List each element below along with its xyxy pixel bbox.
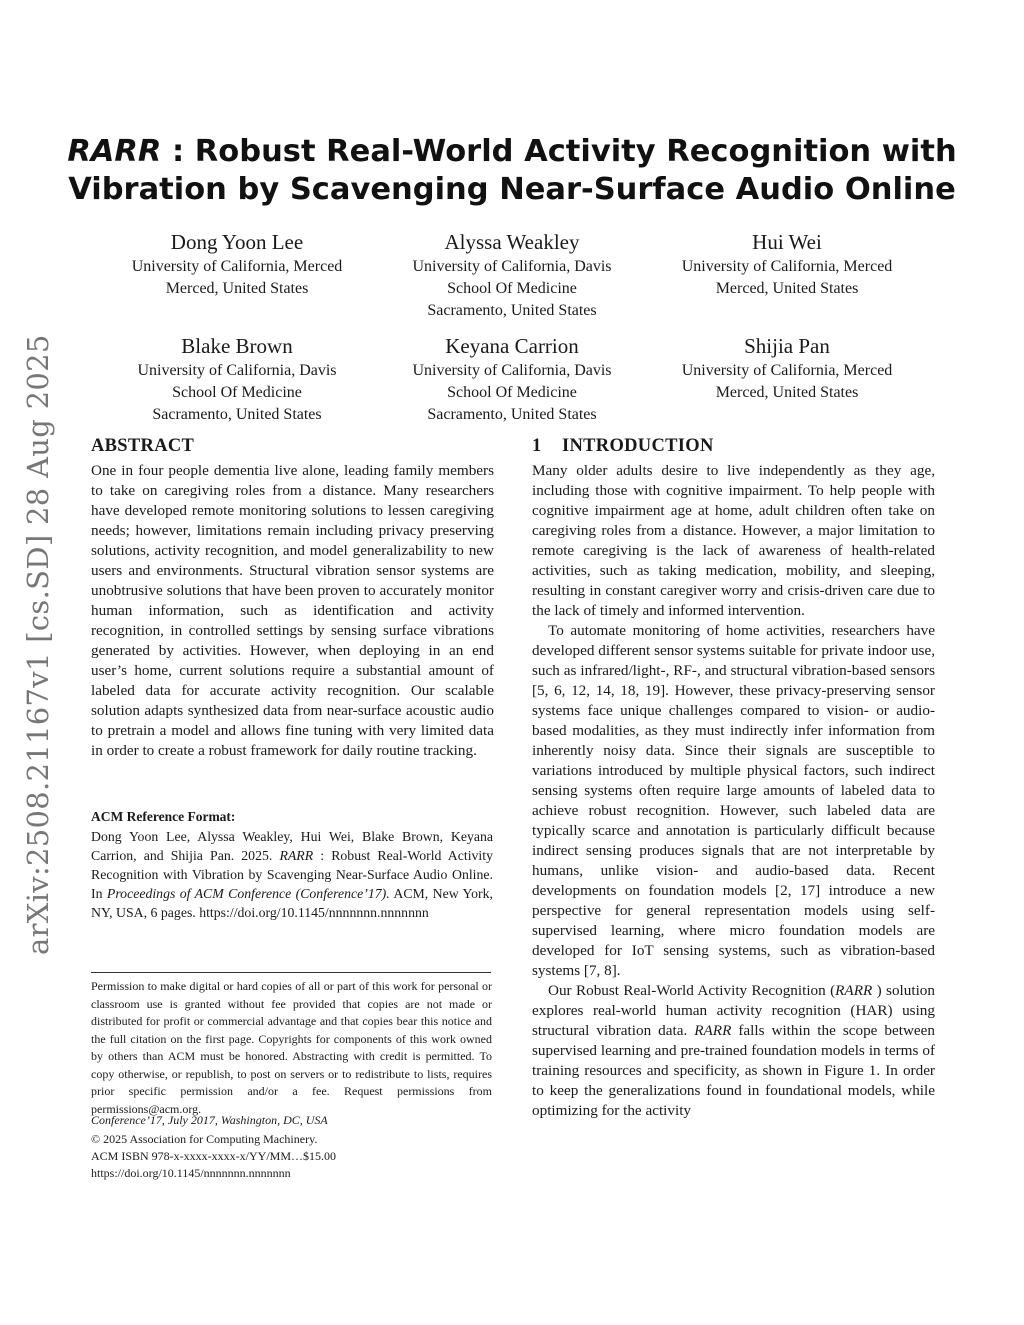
acm-reference-heading: ACM Reference Format:	[91, 809, 236, 824]
intro-p3-start: Our Robust Real-World Activity Recognition (	[548, 982, 836, 999]
introduction-heading	[532, 434, 714, 458]
footnote-conference	[91, 1112, 328, 1129]
paper-title	[60, 133, 964, 209]
author-department: School Of Medicine	[172, 384, 302, 401]
author-block	[637, 229, 937, 300]
author-name: Dong Yoon Lee	[170, 230, 304, 254]
acm-reference-authors: Dong Yoon Lee, Alyssa Weakley, Hui Wei, Blake Brown, Keyana Carrion, and Shijia Pan. 2025.	[91, 829, 493, 863]
intro-p3-acronym-2: RARR	[694, 1022, 732, 1039]
footnote-conference-text: Conference’17, July 2017, Washington, DC, USA	[91, 1113, 328, 1127]
acm-reference-title: : Robust Real-World Activity Recognition with Vibration by Scavenging Near-Surface Audio Online. In	[91, 848, 493, 901]
author-affiliation: University of California, Merced	[681, 362, 893, 379]
author-block	[637, 333, 937, 404]
author-name: Hui Wei	[752, 230, 822, 254]
author-location: Merced, United States	[715, 384, 859, 401]
author-department: School Of Medicine	[447, 280, 577, 297]
intro-p3-acronym: RARR	[835, 982, 873, 999]
author-affiliation: University of California, Merced	[131, 258, 343, 275]
author-affiliation: University of California, Davis	[412, 258, 612, 275]
author-block	[362, 333, 662, 426]
author-block	[87, 229, 387, 300]
author-location: Merced, United States	[715, 280, 859, 297]
author-location: Sacramento, United States	[427, 406, 597, 423]
author-location: Sacramento, United States	[152, 406, 322, 423]
footnote-doi: https://doi.org/10.1145/nnnnnnn.nnnnnnn	[91, 1166, 291, 1180]
author-location: Sacramento, United States	[427, 302, 597, 319]
author-affiliation: University of California, Davis	[137, 362, 337, 379]
author-name: Keyana Carrion	[445, 334, 579, 358]
author-name: Alyssa Weakley	[444, 230, 580, 254]
author-department: School Of Medicine	[447, 384, 577, 401]
intro-p3-middle: ) solution explores real-world human activity recognition (HAR) using structural vibration data.	[532, 982, 935, 1039]
section-number: 1	[532, 436, 542, 456]
intro-paragraph-1: Many older adults desire to live independently as they age, including those with cognitive impairment. To help people with cognitive impairment age at home, adult children often take on caregiving roles from a distance. However, a major limitation to remote caregiving is the lack of awareness of health-related activities, such as taking medication, mobility, and sleeping, resulting in constant caregiver worry and crisis-driven care due to the lack of timely and informed intervention.	[532, 462, 935, 619]
acm-reference-acronym: RARR	[279, 848, 314, 863]
author-name: Blake Brown	[181, 334, 293, 358]
intro-paragraph-2: To automate monitoring of home activities, researchers have developed different sensor systems suitable for private indoor use, such as infrared/light-, RF-, and structural vibration-based sensors [5, 6, 12, 14, 18, 19]. However, these privacy-preserving sensor systems face unique challenges compared to vision- or audio-based modalities, as they must indirectly infer information from inherently noisy data. Since their signals are susceptible to variations introduced by multiple physical factors, such indirect sensing systems often require large amounts of labeled data to achieve robust recognition. However, such labeled data are typically scarce and annotation is particularly difficult because indirect sensing produces signals that are not interpretable by humans, unlike vision- and audio-based data. Recent developments on foundation models [2, 17] introduce a new perspective for general representation models using self-supervised learning, where micro foundation models are developed for IoT sensing systems, such as vibration-based systems [7, 8].	[532, 622, 935, 979]
abstract-paragraph: One in four people dementia live alone, leading family members to take on caregiving roles from a distance. Many researchers have developed remote monitoring solutions to lessen caregiving needs; however, limitations remain including privacy preserving solutions, activity recognition, and model generalizability to new users and environments. Structural vibration sensor systems are unobtrusive solutions that have been proven to accurately monitor human information, such as identification and activity recognition, in controlled settings by sensing surface vibrations generated by activities. However, when deploying in an end user’s home, current solutions require a substantial amount of labeled data for accurate activity recognition. Our scalable solution adapts synthesized data from near-surface acoustic audio to pretrain a model and allows fine tuning with very limited data in order to create a robust framework for daily routine tracking.	[91, 462, 494, 759]
author-block	[362, 229, 662, 322]
author-location: Merced, United States	[165, 280, 309, 297]
intro-p3-end: falls within the scope between supervised learning and pre-trained foundation models in terms of training resources and specificity, as shown in Figure 1. In order to keep the generalizations found in foundational models, while optimizing for the activity	[532, 1022, 935, 1119]
author-name: Shijia Pan	[744, 334, 830, 358]
abstract-heading: ABSTRACT	[91, 436, 195, 456]
arxiv-identifier: arXiv:2508.21167v1 [cs.SD] 28 Aug 2025	[21, 334, 55, 955]
acm-reference-venue: Proceedings of ACM Conference (Conference’17).	[106, 886, 390, 901]
footnote-isbn: ACM ISBN 978-x-xxxx-xxxx-x/YY/MM…$15.00	[91, 1149, 337, 1163]
author-affiliation: University of California, Davis	[412, 362, 612, 379]
footnote-divider	[91, 972, 491, 973]
title-line-1	[60, 133, 964, 171]
permission-footnote: Permission to make digital or hard copies of all or part of this work for personal or classroom use is granted without fee provided that copies are not made or distributed for profit or commercial advantage and that copies bear this notice and the full citation on the first page. Copyrights for components of this work owned by others than ACM must be honored. Abstracting with credit is permitted. To copy otherwise, or republish, to post on servers or to redistribute to lists, requires prior specific permission and/or a fee. Request permissions from permissions@acm.org.	[91, 979, 492, 1116]
abstract-body	[91, 461, 494, 761]
author-block	[87, 333, 387, 426]
footnote-copyright: © 2025 Association for Computing Machinery.	[91, 1132, 318, 1146]
title-acronym: RARR	[67, 134, 162, 169]
introduction-body	[532, 461, 935, 1121]
section-title: INTRODUCTION	[562, 436, 714, 456]
acm-reference-publisher: ACM, New York, NY, USA, 6 pages. https://doi.org/10.1145/nnnnnnn.nnnnnnn	[91, 886, 493, 920]
intro-paragraph-3	[532, 981, 935, 1121]
title-line-1-text: : Robust Real-World Activity Recognition with	[161, 134, 957, 169]
title-line-2: Vibration by Scavenging Near-Surface Audio Online	[68, 172, 956, 207]
acm-reference-text	[91, 827, 493, 922]
author-affiliation: University of California, Merced	[681, 258, 893, 275]
